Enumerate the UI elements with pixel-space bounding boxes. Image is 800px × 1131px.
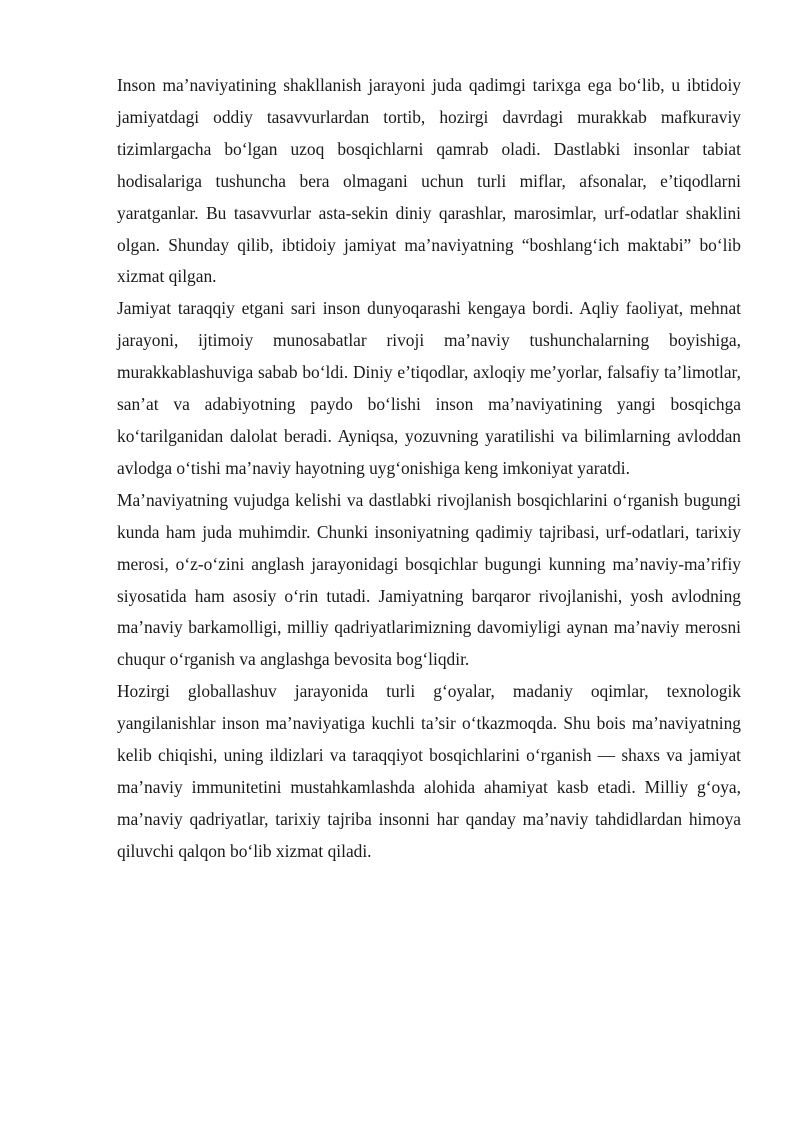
paragraph-importance-of-study: Ma’naviyatning vujudga kelishi va dastlabki rivojlanish bosqichlarini o‘rganish bugungi kunda ham juda muhimdir. Chunki insoniyatning qadimiy tajribasi, urf-odatlari, tarixiy merosi, o‘z-o‘zini anglash jarayonidagi bosqichlar bugungi kunning ma’naviy-ma’rifiy siyosatida ham asosiy o‘rin tutadi. Jamiyatning barqaror rivojlanishi, yosh avlodning ma’naviy barkamolligi, milliy qadriyatlarimizning davomiyligi aynan ma’naviy merosni chuqur o‘rganish va anglashga bevosita bog‘liqdir.: [117, 489, 741, 670]
document-page: [117, 70, 741, 868]
paragraph-societal-development: Jamiyat taraqqiy etgani sari inson dunyoqarashi kengaya bordi. Aqliy faoliyat, mehnat jarayoni, ijtimoiy munosabatlar rivoji ma’naviy tushunchalarning boyishiga, murakkablashuviga sabab bo‘ldi. Diniy e’tiqodlar, axloqiy me’yorlar, falsafiy ta’limotlar, san’at va adabiyotning paydo bo‘lishi inson ma’naviyatining yangi bosqichga ko‘tarilganidan dalolat beradi. Ayniqsa, yozuvning yaratilishi va bilimlarning avloddan avlodga o‘tishi ma’naviy hayotning uyg‘onishiga keng imkoniyat yaratdi.: [117, 298, 741, 478]
paragraph-origins-of-spirituality: Inson ma’naviyatining shakllanish jarayoni juda qadimgi tarixga ega bo‘lib, u ibtidoiy jamiyatdagi oddiy tasavvurlardan tortib, hozirgi davrdagi murakkab mafkuraviy tizimlargacha bo‘lgan uzoq bosqichlarni qamrab oladi. Dastlabki insonlar tabiat hodisalariga tushuncha bera olmagani uchun turli miflar, afsonalar, e’tiqodlarni yaratganlar. Bu tasavvurlar asta-sekin diniy qarashlar, marosimlar, urf-odatlar shaklini olgan. Shunday qilib, ibtidoiy jamiyat ma’naviyatning “boshlang‘ich maktabi” bo‘lib xizmat qilgan.: [117, 75, 741, 287]
paragraph-globalization: Hozirgi globallashuv jarayonida turli g‘oyalar, madaniy oqimlar, texnologik yangilanishlar inson ma’naviyatiga kuchli ta’sir o‘tkazmoqda. Shu bois ma’naviyatning kelib chiqishi, uning ildizlari va taraqqiyot bosqichlarini o‘rganish — shaxs va jamiyat ma’naviy immunitetini mustahkamlashda alohida ahamiyat kasb etadi. Milliy g‘oya, ma’naviy qadriyatlar, tarixiy tajriba insonni har qanday ma’naviy tahdidlardan himoya qiluvchi qalqon bo‘lib xizmat qiladi.: [117, 681, 741, 861]
